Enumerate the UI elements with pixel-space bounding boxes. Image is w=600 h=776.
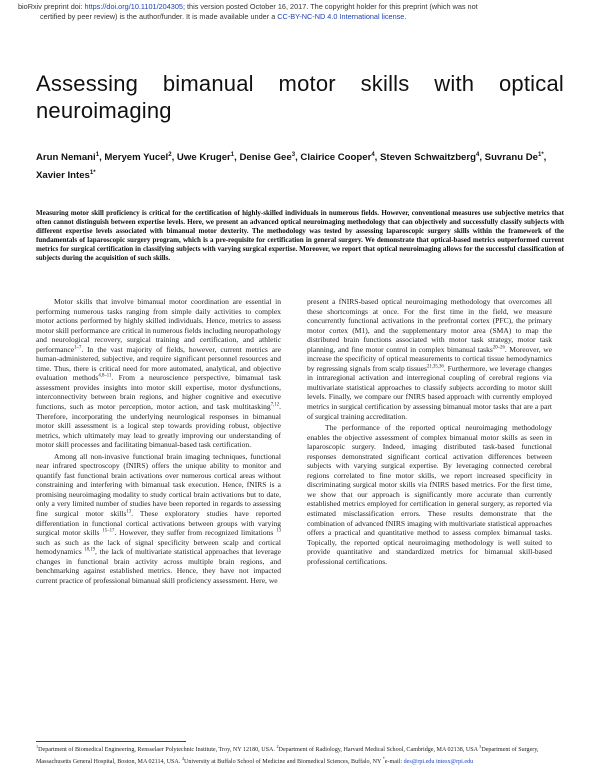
preprint-banner	[18, 2, 558, 22]
citation: 4,8–11	[98, 373, 112, 379]
citation: 21,35,36	[426, 364, 444, 370]
author: Denise Gee$^3$,	[239, 152, 301, 164]
paper-title: Assessing bimanual motor skills with optical neuroimaging	[36, 71, 564, 123]
email-link[interactable]: intesx@rpi.edu	[435, 758, 474, 765]
abstract: Measuring motor skill proficiency is critical for the certification of highly-skilled individuals in numerous fields. However, conventional measures use subjective metrics that often cannot distinguish between expertise levels. Here, we present an advanced optical neuroimaging methodology that can objectively and successfully classify subjects with different expertise levels associated with bimanual motor dexterity. The methodology was tested by assessing laparoscopic surgery skills within the framework of the fundamentals of laparoscopic surgery program, which is a pre-requisite for certification in general surgery. We demonstrate that optical-based metrics outperformed current metrics for surgical certification in classifying subjects with varying surgical expertise. Moreover, we report that optical neuroimaging allows for the successful classification of subjects during the acquisition of such skills.	[36, 209, 564, 263]
banner-line-2: certified by peer review) is the author/funder. It is made available under a CC-BY-NC-ND 4.0 International license.	[40, 12, 407, 21]
author: Uwe Kruger$^1$,	[176, 152, 240, 164]
author: Steven Schwaitzberg$^4$,	[380, 152, 485, 164]
doi-link[interactable]: https://doi.org/10.1101/204305	[84, 2, 183, 11]
author: Xavier Intes$^{1*}$	[36, 169, 96, 181]
citation: 7,12	[270, 402, 280, 408]
citation: 13	[126, 509, 132, 515]
body-column-right	[307, 297, 552, 568]
affiliations-footnote: $^1$Department of Biomedical Engineering, Rensselaer Polytechnic Institute, Troy, NY 12180, USA. $^2$Department of Radiology, Harvard Medical School, Cambridge, MA 02138, USA $^3$Department of Surgery, Massachusetts General Hospital, Boston, MA 02114, USA. $^4$University at Buffalo School of Medicine and Biomedical Sciences, Buffalo, NY *e-mail: des@rpi.edu intesx@rpi.edu	[36, 744, 539, 765]
body-paragraph: Motor skills that involve bimanual motor coordination are essential in performing numerous tasks ranging from simple daily activities to complex motor actions performed by highly skilled individuals. Hence, metrics to assess motor skill performance are critical in numerous fields including neuropathology and neurological recovery, surgical training and certification, and athletic performance$^{1-7}$. In the vast majority of fields, however, current metrics are human-administered, subjective, and require significant personnel resources and time. Thus, there is critical need for more automated, analytical, and objective evaluation methods$^{4,8-11}$. From a neuroscience perspective, bimanual task assessment provides insights into motor skill expertise, motor dysfunctions, interconnectivity between brain regions, and higher cognitive and executive functions, such as motor perception, motor action, and task multitasking$^{7,12}$. Therefore, incorporating the underlying neurological responses in bimanual motor skill assessment is a logical step towards providing robust, objective metrics, which ultimately may lead to greatly improving our understanding of motor skill processes and facilitating bimanual-based task certification.	[36, 297, 281, 450]
citation: 18,19	[84, 547, 96, 553]
license-link[interactable]: CC-BY-NC-ND 4.0 International license	[277, 12, 405, 21]
footnote-divider	[36, 741, 186, 742]
banner-line-1: bioRxiv preprint doi: https://doi.org/10.1101/204305; this version posted October 16, 2017. The copyright holder for this preprint (which was not	[18, 2, 478, 11]
email-link[interactable]: des@rpi.edu	[403, 758, 435, 765]
author-list	[36, 148, 564, 183]
citation: 20–26	[492, 345, 505, 351]
citation: 1–7	[74, 345, 82, 351]
author: Suvranu $De^{1*}$,	[484, 152, 547, 164]
body-paragraph: present a fNIRS-based optical neuroimaging methodology that overcomes all these shortcomings at once. For the first time in the field, we measure concurrently functional activations in the prefrontal cortex (PFC), the primary motor cortex (M1), and the supplementary motor area (SMA) to map the distributed brain functions associated with motor task strategy, motor task planning, and fine motor control in complex bimanual tasks$^{20-26}$. Moreover, we increase the specificity of optical measurements to cortical tissue hemodynamics by regressing signals from scalp tissues$^{21,35,36}$. Furthermore, we leverage changes in intraregional activation and interregional coupling of cerebral regions via multivariate statistical approaches to classify subjects according to motor skill levels. Finally, we compare our fNIRS based approach with currently employed metrics in surgical certification by assessing bimanual motor tasks that are a part of surgical training accreditation.	[307, 297, 552, 421]
citation: 13	[276, 528, 281, 534]
author: Clairice Cooper$^4$,	[300, 152, 381, 164]
body-paragraph: Among all non-invasive functional brain imaging techniques, functional near infrared spectroscopy (fNIRS) offers the unique ability to monitor and quantify fast functional brain activations over numerous cortical areas without constraining and interfering with bimanual task execution. Hence, fNIRS is a promising neuroimaging modality to study cortical brain activations but to date, only a very limited number of studies have been reported in regards to assessing fine surgical motor skills$^{13}$. These exploratory studies have reported differentiation in functional cortical activations between groups with varying surgical motor skills $^{15-17}$. However, they suffer from recognized limitations $^{13}$ such as such as the lack of signal specificity between scalp and cortical hemodynamics $^{18,19}$, the lack of multivariate statistical approaches that leverage changes in functional brain activity across multiple brain regions, and benchmarking against established metrics. Hence, they have not impacted current practice of professional bimanual skill proficiency assessment. Here, we	[36, 451, 282, 585]
author: Arun Nemani$^1$,	[36, 152, 105, 164]
author: Meryem Yucel$^2$,	[104, 152, 177, 164]
citation: 15–17	[102, 528, 115, 534]
body-column-left	[36, 297, 281, 587]
body-paragraph: The performance of the reported optical neuroimaging methodology enables the objective assessment of complex bimanual motor skills as seen in laparoscopic surgery. Indeed, imaging distributed task-based functional responses demonstrated significant cortical activation differences between subjects with varying surgical expertise. By leveraging connected cerebral regions correlated to fine motor skills, we report increased specificity in discriminating surgical motor skills via fNIRS based metrics. For the first time, we show that our approach is significantly more accurate than currently established metrics employed for certification in general surgery, as reported via estimated misclassification errors. These results demonstrate that the combination of advanced fNIRS imaging with multivariate statistical approaches offers a practical and quantitative method to assess complex bimanual tasks. Topically, the reported optical neuroimaging methodology is well suited to provide quantitative and standardized metrics for bimanual skill-based professional certifications.	[307, 423, 552, 566]
